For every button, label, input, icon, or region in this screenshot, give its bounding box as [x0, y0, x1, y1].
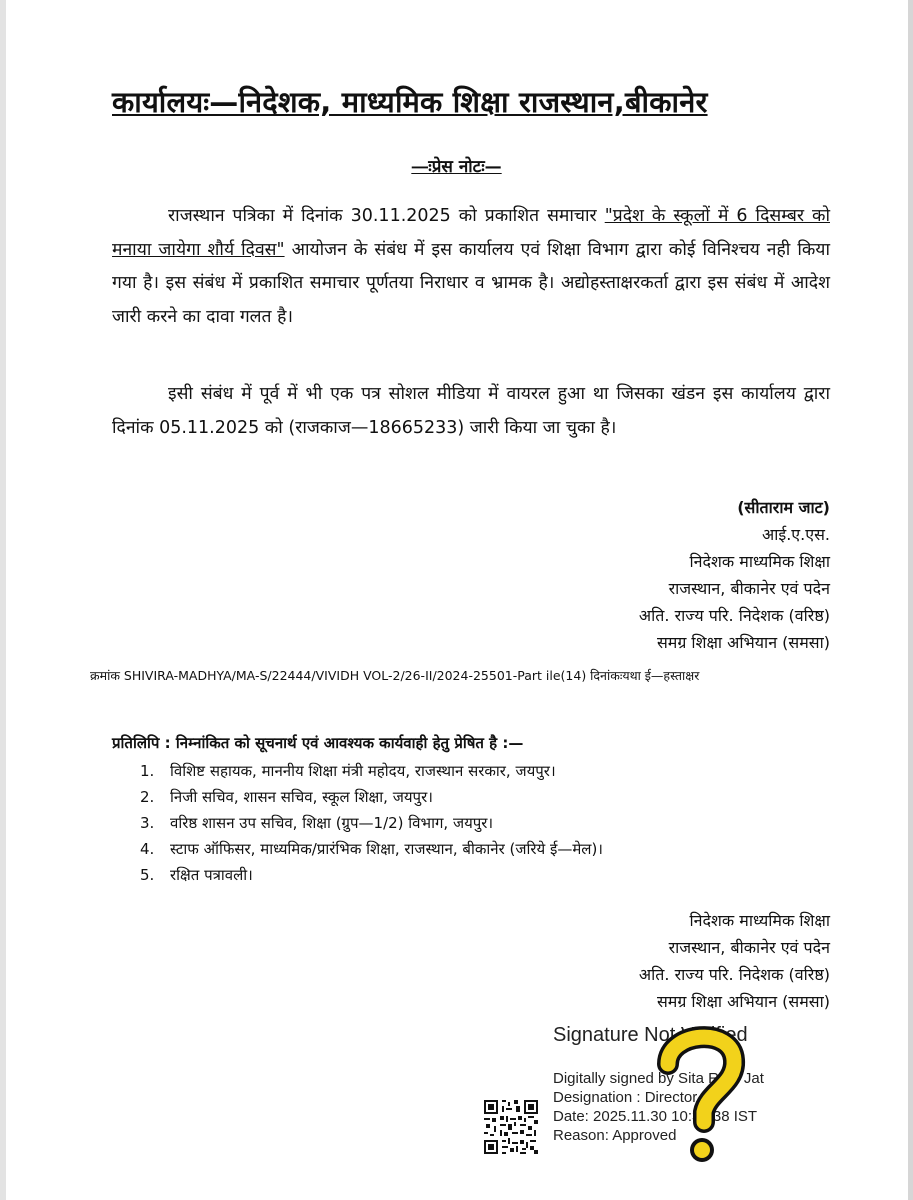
- signatory-block: [639, 494, 830, 656]
- footer-sign-line: समग्र शिक्षा अभियान (समसा): [656, 992, 830, 1011]
- signature-status: Signature Not Verified: [553, 1024, 748, 1046]
- signatory-line: समग्र शिक्षा अभियान (समसा): [656, 633, 830, 652]
- signatory-line: अति. राज्य परि. निदेशक (वरिष्ठ): [638, 606, 830, 625]
- reference-number: क्रमांक SHIVIRA-MADHYA/MA-S/22444/VIVIDH VOL-2/26-II/2024-25501-Part ile(14) दिनांकःयथा ई—हस्ताक्षर: [90, 668, 700, 683]
- page-edge-right: [908, 0, 913, 1200]
- paragraph-1: [112, 200, 830, 334]
- qr-code-icon: [482, 1098, 540, 1156]
- footer-sign-line: निदेशक माध्यमिक शिक्षा: [689, 911, 830, 930]
- list-item: 5. रक्षित पत्रावली।: [140, 866, 253, 884]
- office-title: कार्यालयः—निदेशक, माध्यमिक शिक्षा राजस्थान,बीकानेर: [112, 85, 708, 119]
- list-item: 1. विशिष्ट सहायक, माननीय शिक्षा मंत्री महोदय, राजस्थान सरकार, जयपुर।: [140, 762, 556, 780]
- signature-reason: Reason: Approved: [553, 1127, 677, 1144]
- list-item: 4. स्टाफ ऑफिसर, माध्यमिक/प्रारंभिक शिक्षा, राजस्थान, बीकानेर (जरिये ई—मेल)।: [140, 840, 603, 858]
- copy-to-heading: प्रतिलिपि : निम्नांकित को सूचनार्थ एवं आवश्यक कार्यवाही हेतु प्रेषित है :—: [112, 734, 524, 752]
- news-headline-quote: "प्रदेश के स्कूलों में 6 दिसम्बर को मनाया जायेगा शौर्य दिवस": [112, 206, 830, 260]
- signature-date: Date: 2025.11.30 10:30:38 IST: [553, 1108, 758, 1125]
- copy-to-list: [140, 758, 603, 888]
- signed-by: Digitally signed by Sita Ram Jat: [553, 1070, 764, 1087]
- signatory-line: राजस्थान, बीकानेर एवं पदेन: [668, 579, 830, 598]
- signatory-line: आई.ए.एस.: [762, 525, 830, 544]
- signatory-line: निदेशक माध्यमिक शिक्षा: [689, 552, 830, 571]
- footer-signatory-block: [639, 907, 830, 1015]
- footer-sign-line: राजस्थान, बीकानेर एवं पदेन: [668, 938, 830, 957]
- paragraph-1-rest: आयोजन के संबंध में इस कार्यालय एवं शिक्षा विभाग द्वारा कोई विनिश्चय नही किया गया है। इस संबंध में प्रकाशित समाचार पूर्णतया निराधार व भ्रामक है। अद्योहस्ताक्षरकर्ता द्वारा इस संबंध में आदेश जारी करने का दावा गलत है।: [112, 239, 830, 327]
- paragraph-1-start: राजस्थान पत्रिका में दिनांक 30.11.2025 को प्रकाशित समाचार: [168, 206, 605, 226]
- press-note-heading: —ःप्रेस नोटः—: [411, 157, 502, 177]
- list-item: 2. निजी सचिव, शासन सचिव, स्कूल शिक्षा, जयपुर।: [140, 788, 433, 806]
- paragraph-2-text: इसी संबंध में पूर्व में भी एक पत्र सोशल मीडिया में वायरल हुआ था जिसका खंडन इस कार्यालय द्वारा दिनांक 05.11.2025 को (राजकाज—18665233) जारी किया जा चुका है।: [112, 384, 830, 438]
- designation: Designation : Director: [553, 1089, 698, 1106]
- paragraph-2: [112, 378, 830, 445]
- question-mark-icon: [650, 1018, 750, 1168]
- signatory-name: (सीताराम जाट): [737, 498, 830, 517]
- page-edge-left: [0, 0, 6, 1200]
- footer-sign-line: अति. राज्य परि. निदेशक (वरिष्ठ): [638, 965, 830, 984]
- list-item: 3. वरिष्ठ शासन उप सचिव, शिक्षा (ग्रुप—1/2) विभाग, जयपुर।: [140, 814, 494, 832]
